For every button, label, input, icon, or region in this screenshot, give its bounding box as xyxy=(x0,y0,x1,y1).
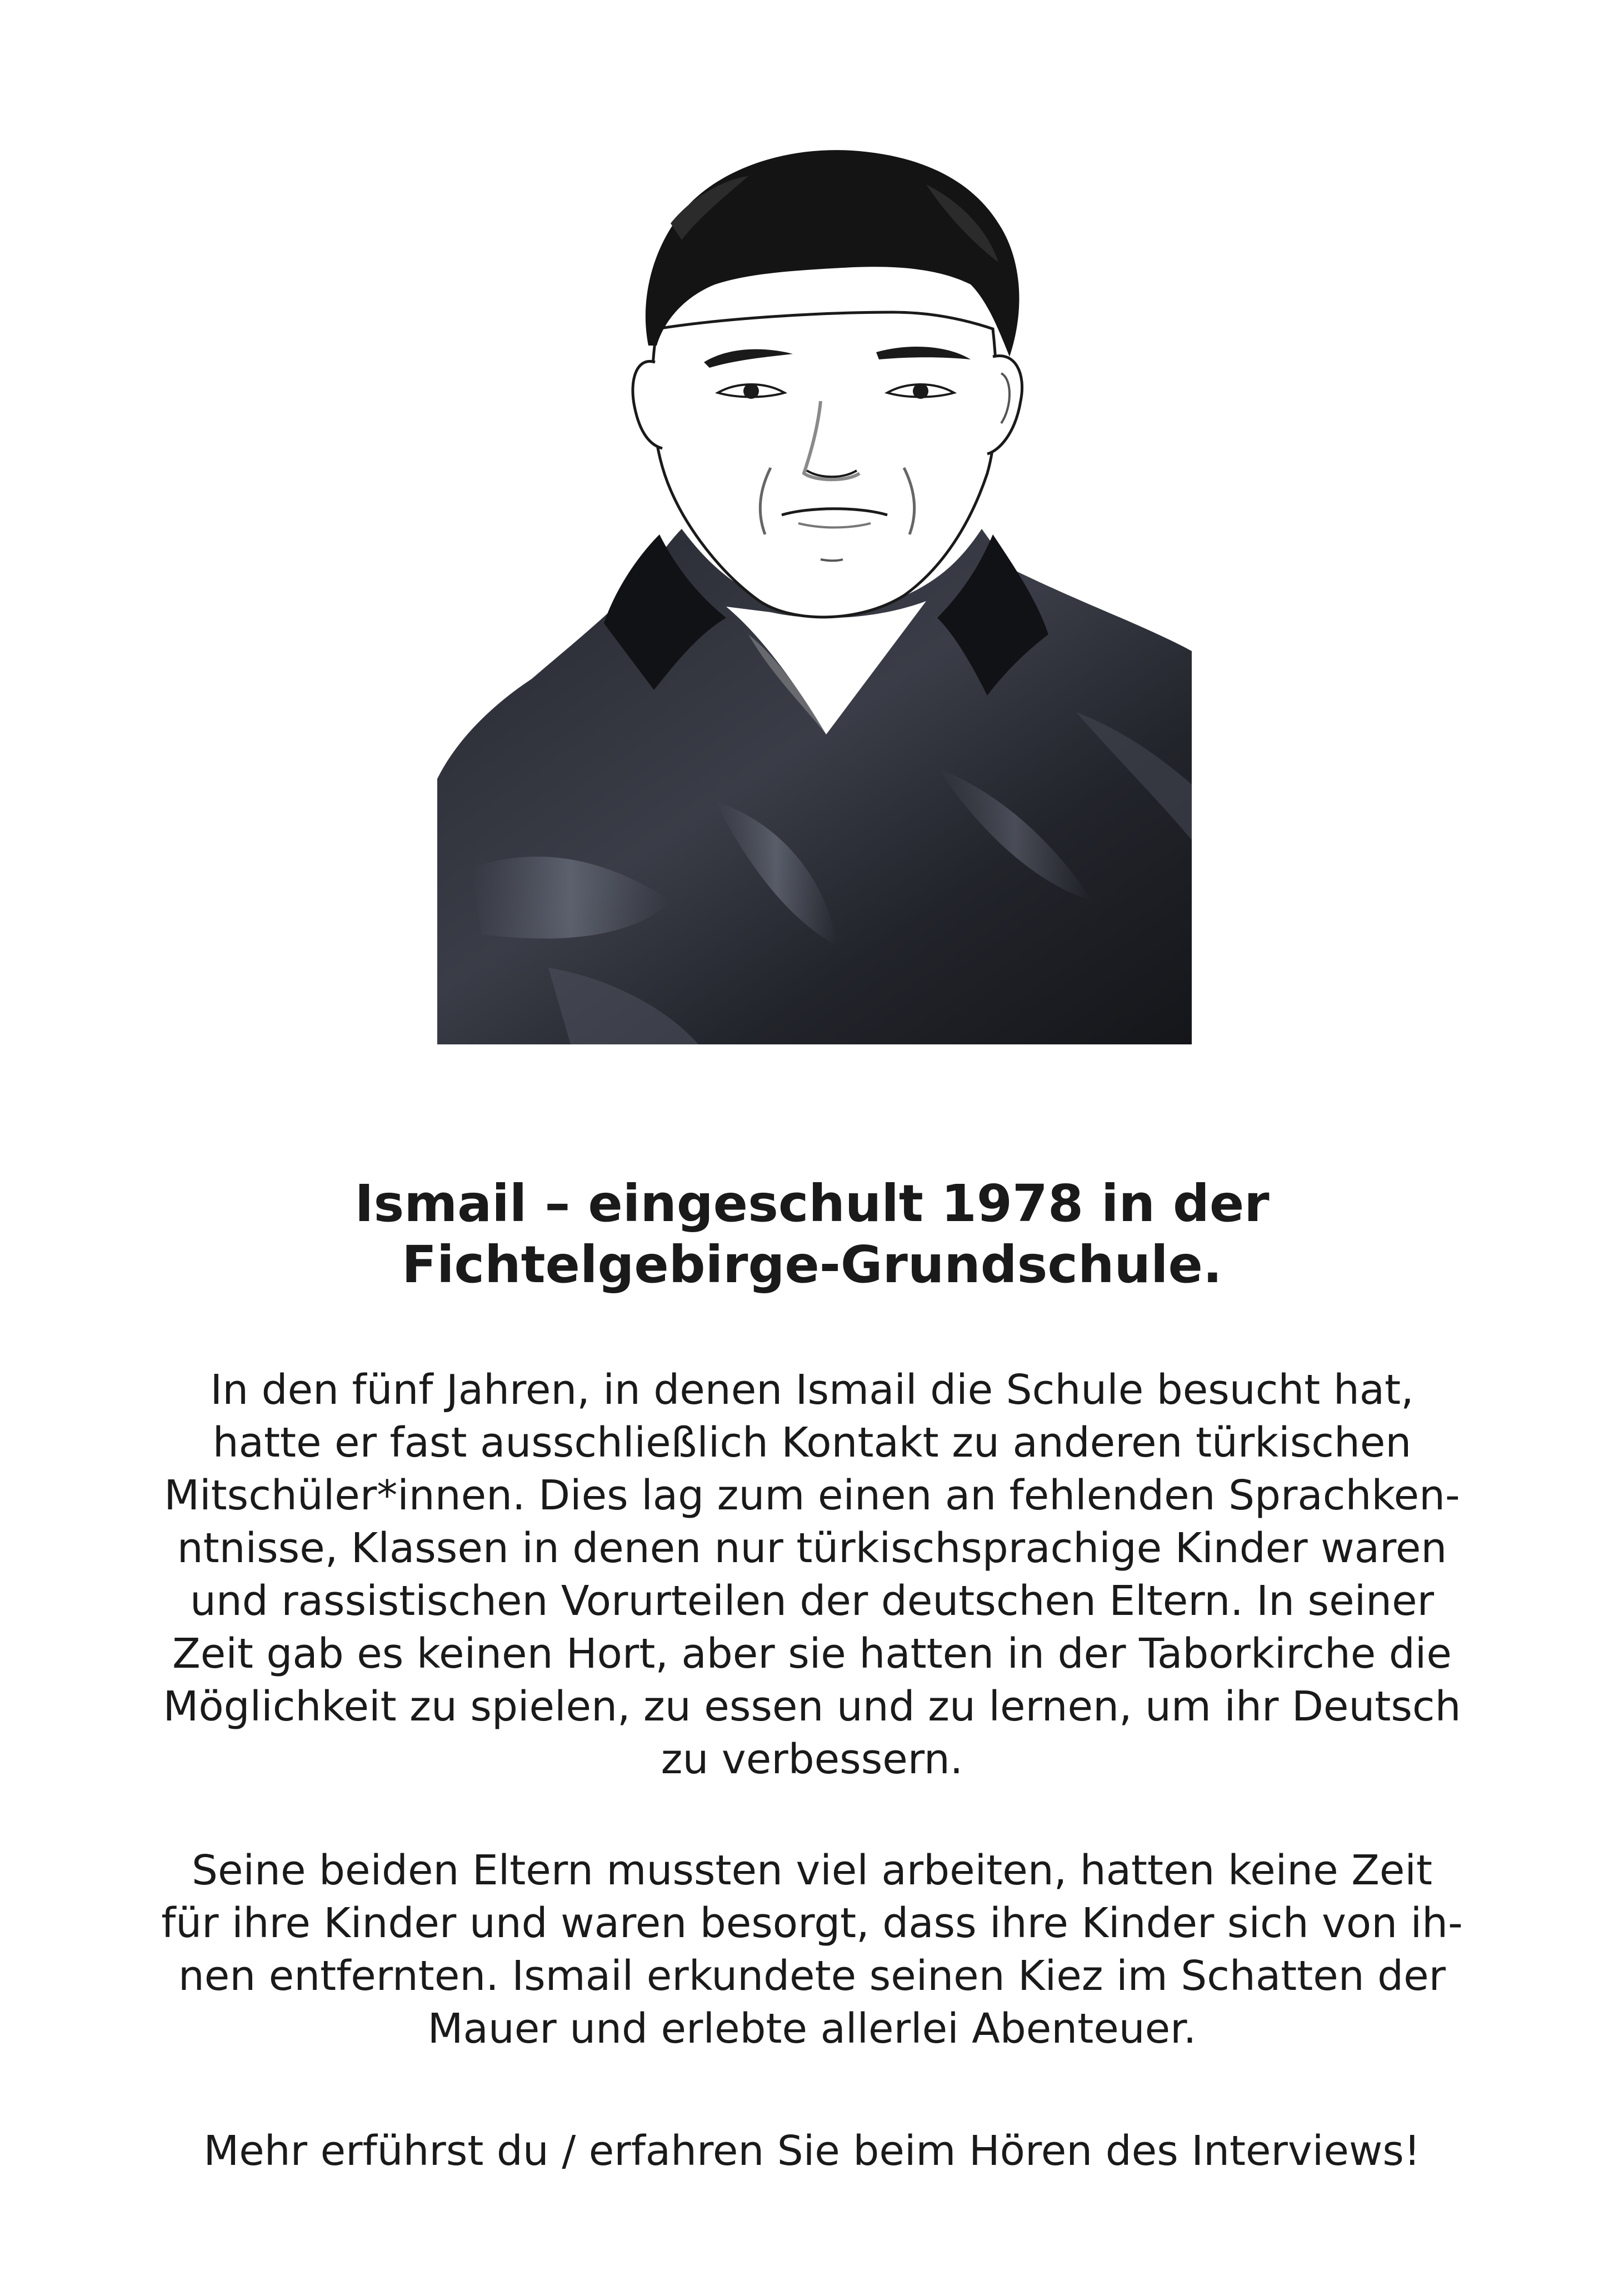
title-line: Ismail – eingeschult 1978 in der xyxy=(354,1174,1270,1233)
text-line: nen entfernten. Ismail erkundete seinen Kiez im Schatten der xyxy=(178,1952,1446,2000)
text-line: Zeit gab es keinen Hort, aber sie hatten in der Taborkirche die xyxy=(172,1630,1452,1678)
paragraph-interview-hint xyxy=(61,2125,1563,2178)
title-line: Fichtelgebirge-Grundschule. xyxy=(402,1235,1222,1294)
text-line: für ihre Kinder und waren besorgt, dass ihre Kinder sich von ih- xyxy=(161,1899,1463,1947)
text-line: Seine beiden Eltern mussten viel arbeiten, hatten keine Zeit xyxy=(191,1847,1432,1894)
text-line: und rassistischen Vorurteilen der deutschen Eltern. In seiner xyxy=(189,1577,1435,1625)
portrait-illustration-icon xyxy=(437,146,1192,1044)
paragraph-parents xyxy=(61,1844,1563,2055)
text-line: Möglichkeit zu spielen, zu essen und zu lernen, um ihr Deutsch xyxy=(163,1683,1461,1730)
text-line: In den fünf Jahren, in denen Ismail die Schule besucht hat, xyxy=(210,1366,1414,1414)
text-line: Mehr erführst du / erfahren Sie beim Hören des Interviews! xyxy=(203,2127,1421,2175)
text-line: ntnisse, Klassen in denen nur türkischsprachige Kinder waren xyxy=(177,1524,1447,1572)
portrait-illustration xyxy=(437,146,1192,1044)
text-line: Mitschüler*innen. Dies lag zum einen an fehlenden Sprachken- xyxy=(164,1472,1460,1519)
text-line: zu verbessern. xyxy=(661,1735,963,1783)
paragraph-school-years xyxy=(61,1364,1563,1786)
page-title xyxy=(0,1173,1624,1295)
text-line: hatte er fast ausschließlich Kontakt zu anderen türkischen xyxy=(212,1419,1412,1467)
text-line: Mauer und erlebte allerlei Abenteuer. xyxy=(427,2005,1197,2053)
